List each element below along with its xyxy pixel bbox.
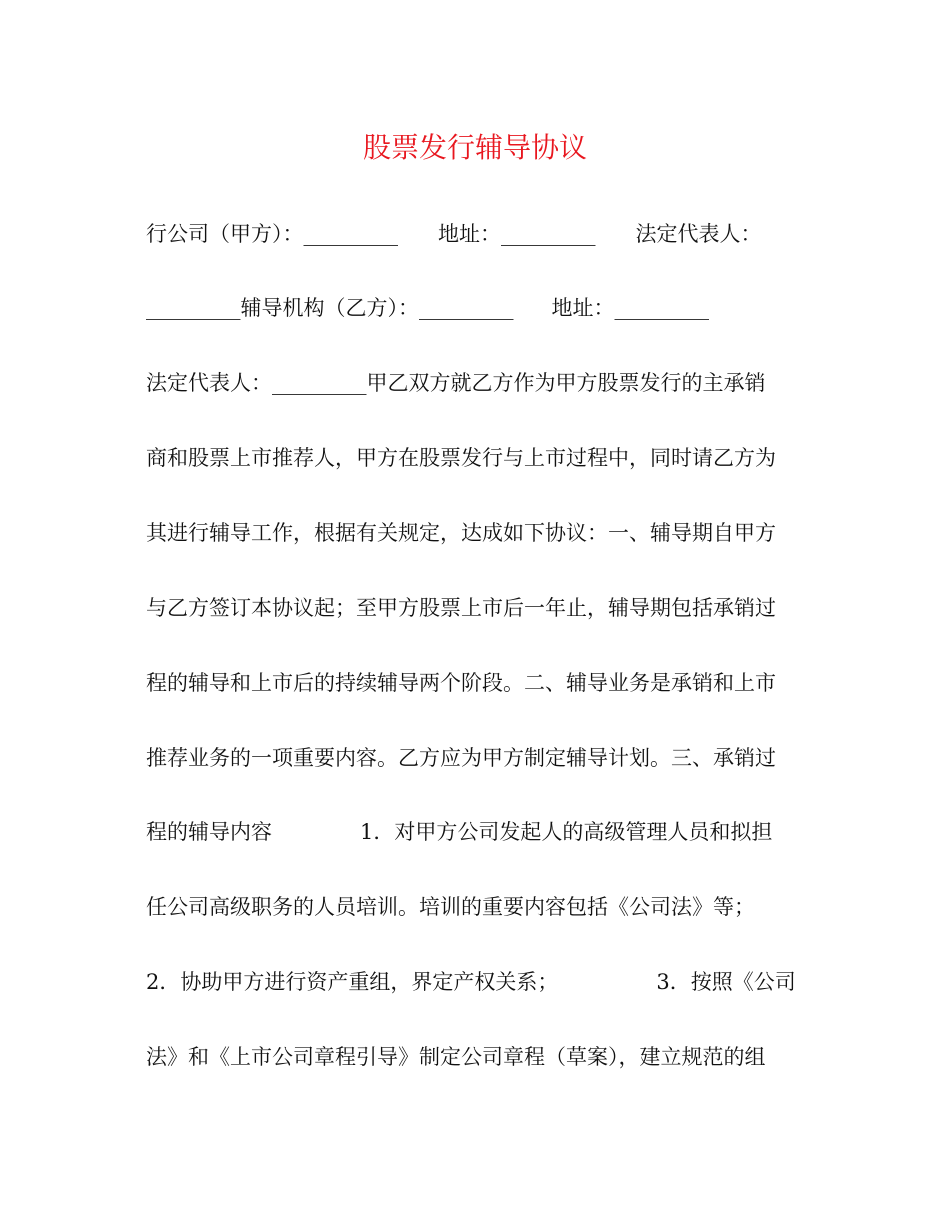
paragraph-text: 商和股票上市推荐人，甲方在股票发行与上市过程中，同时请乙方为 bbox=[146, 446, 776, 470]
text-line bbox=[146, 967, 806, 997]
text-line bbox=[146, 443, 806, 473]
paragraph-text: 法定代表人：_________甲乙双方就乙方作为甲方股票发行的主承销 bbox=[146, 371, 766, 395]
text-line bbox=[146, 892, 806, 922]
text-line bbox=[146, 293, 806, 323]
text-line bbox=[146, 593, 806, 623]
issuer-field: 行公司（甲方）：_________ bbox=[146, 222, 398, 246]
list-item-3: 3．按照《公司 bbox=[656, 970, 796, 994]
text-line bbox=[146, 668, 806, 698]
text-line bbox=[146, 219, 806, 249]
text-line bbox=[146, 743, 806, 773]
text-line bbox=[146, 1042, 806, 1072]
section-heading: 程的辅导内容 bbox=[146, 820, 272, 844]
issuer-address-field: 地址：_________ bbox=[438, 222, 596, 246]
paragraph-text: 与乙方签订本协议起；至甲方股票上市后一年止，辅导期包括承销过 bbox=[146, 596, 776, 620]
list-item-1: 1．对甲方公司发起人的高级管理人员和拟担 bbox=[360, 820, 773, 844]
text-line bbox=[146, 817, 806, 847]
paragraph-text: 其进行辅导工作，根据有关规定，达成如下协议：一、辅导期自甲方 bbox=[146, 521, 776, 545]
paragraph-text: 任公司高级职务的人员培训。培训的重要内容包括《公司法》等； bbox=[146, 895, 755, 919]
document-title: 股票发行辅导协议 bbox=[362, 131, 587, 164]
issuer-representative-field: 法定代表人： bbox=[635, 222, 762, 246]
paragraph-text: 法》和《上市公司章程引导》制定公司章程（草案），建立规范的组 bbox=[146, 1045, 766, 1069]
paragraph-text: 程的辅导和上市后的持续辅导两个阶段。二、辅导业务是承销和上市 bbox=[146, 671, 776, 695]
text-line bbox=[146, 368, 806, 398]
advisor-address-field: 地址：_________ bbox=[551, 296, 709, 320]
advisor-field: _________辅导机构（乙方）：_________ bbox=[146, 296, 514, 320]
list-item-2: 2．协助甲方进行资产重组，界定产权关系； bbox=[146, 970, 559, 994]
text-line bbox=[146, 518, 806, 548]
paragraph-text: 推荐业务的一项重要内容。乙方应为甲方制定辅导计划。三、承销过 bbox=[146, 746, 776, 770]
